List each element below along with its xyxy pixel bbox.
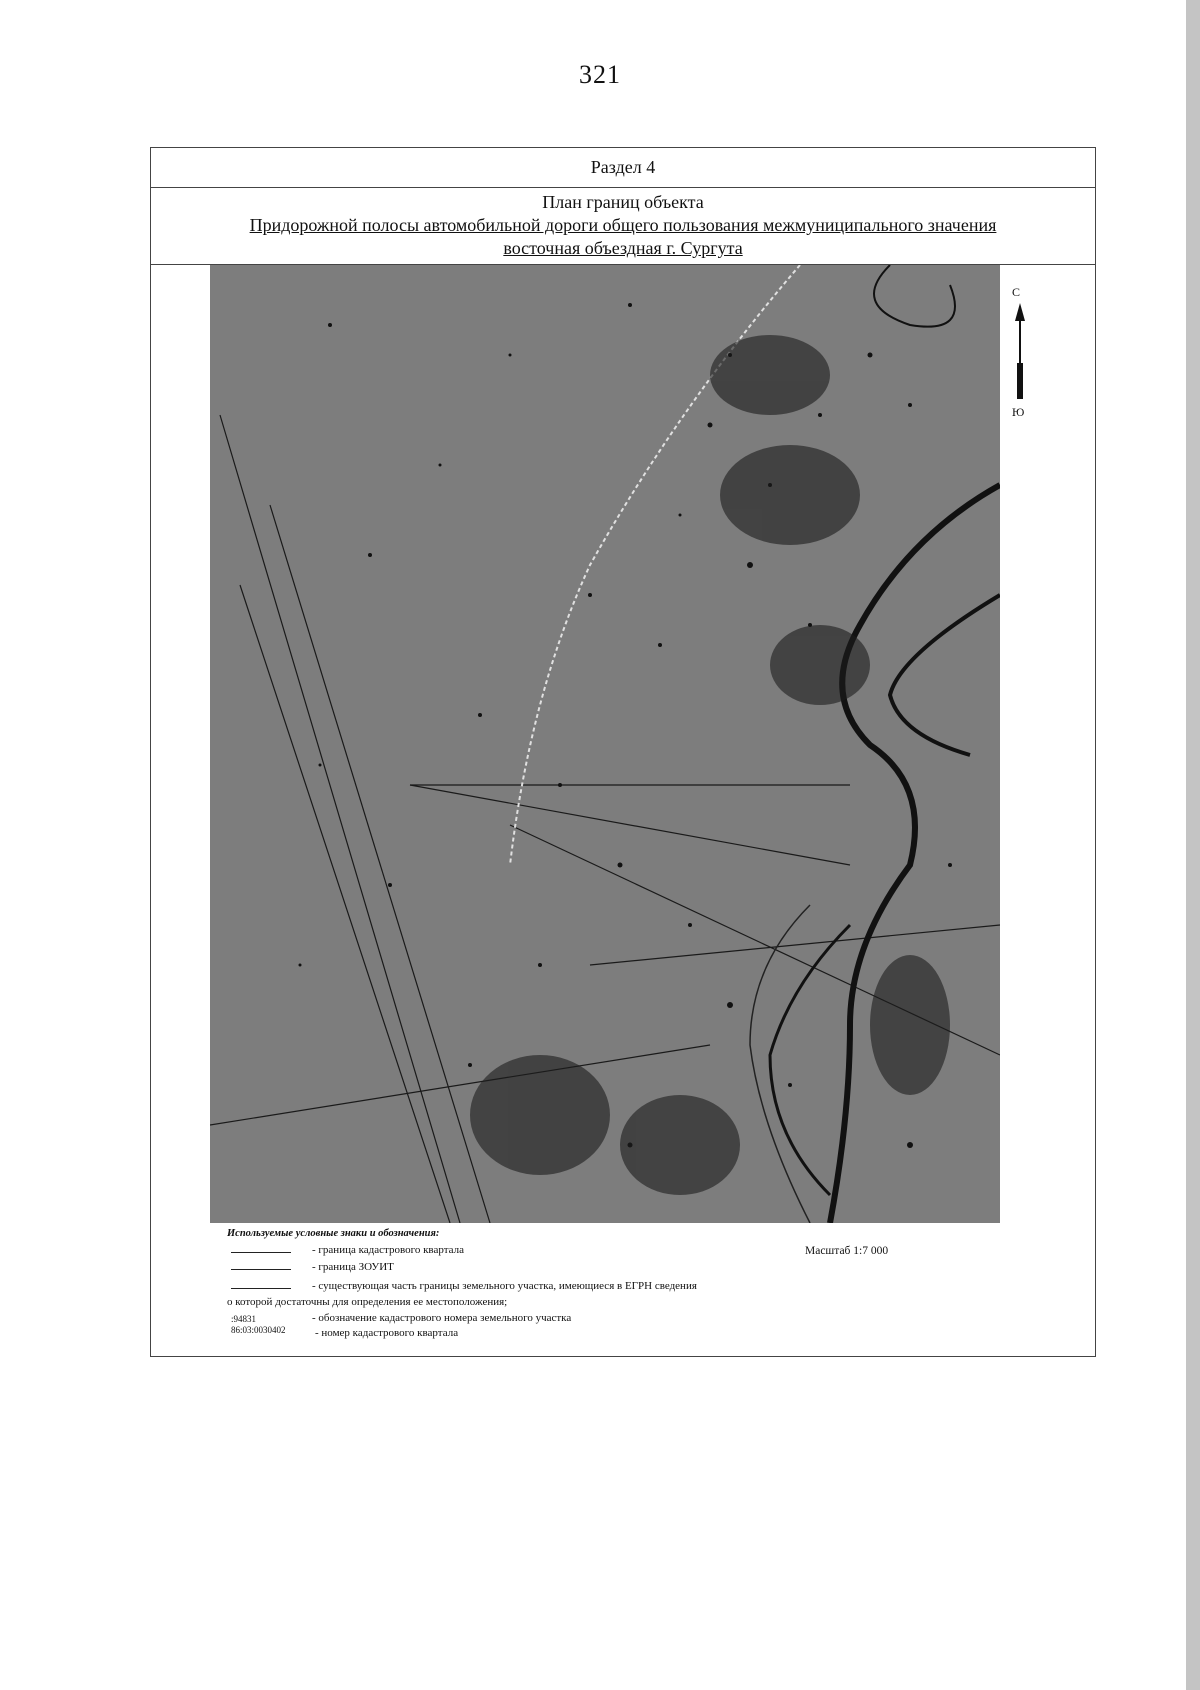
map-scale: Масштаб 1:7 000 xyxy=(805,1245,889,1257)
plan-title-line2: Придорожной полосы автомобильной дороги общего пользования межмуниципального значения xyxy=(249,215,997,235)
plan-title-line1: План границ объекта xyxy=(542,192,704,212)
legend-item-parcel-cont: о которой достаточны для определения ее местоположения; xyxy=(227,1296,508,1308)
boundary-map-image xyxy=(210,265,1000,1223)
page-number: 321 xyxy=(579,60,621,89)
north-label: С xyxy=(1012,285,1021,299)
legend-item-zouit: - граница ЗОУИТ xyxy=(312,1261,394,1273)
legend-line-parcel xyxy=(231,1288,291,1289)
legend-item-quarter-number: - номер кадастрового квартала xyxy=(315,1327,459,1339)
north-arrow xyxy=(1006,285,1034,425)
legend-item-parcel: - существующая часть границы земельного участка, имеющиеся в ЕГРН сведения xyxy=(312,1280,697,1292)
map-legend xyxy=(227,1222,987,1352)
legend-line-quarter xyxy=(231,1252,291,1253)
legend-quarter-code: 86:03:0030402 xyxy=(231,1325,286,1335)
legend-parcel-code: :94831 xyxy=(231,1314,257,1324)
scan-edge-strip xyxy=(1186,0,1200,1690)
compass-arrow-icon xyxy=(1010,303,1030,403)
legend-heading: Используемые условные знаки и обозначения: xyxy=(227,1228,440,1239)
section-heading: Раздел 4 xyxy=(151,148,1095,188)
legend-item-parcel-number: - обозначение кадастрового номера земельного участка xyxy=(312,1312,572,1324)
legend-item-quarter: - граница кадастрового квартала xyxy=(312,1244,464,1256)
plan-title xyxy=(151,188,1095,265)
south-label: Ю xyxy=(1012,405,1025,419)
legend-line-zouit xyxy=(231,1269,291,1270)
plan-title-line3: восточная объездная г. Сургута xyxy=(503,238,743,258)
